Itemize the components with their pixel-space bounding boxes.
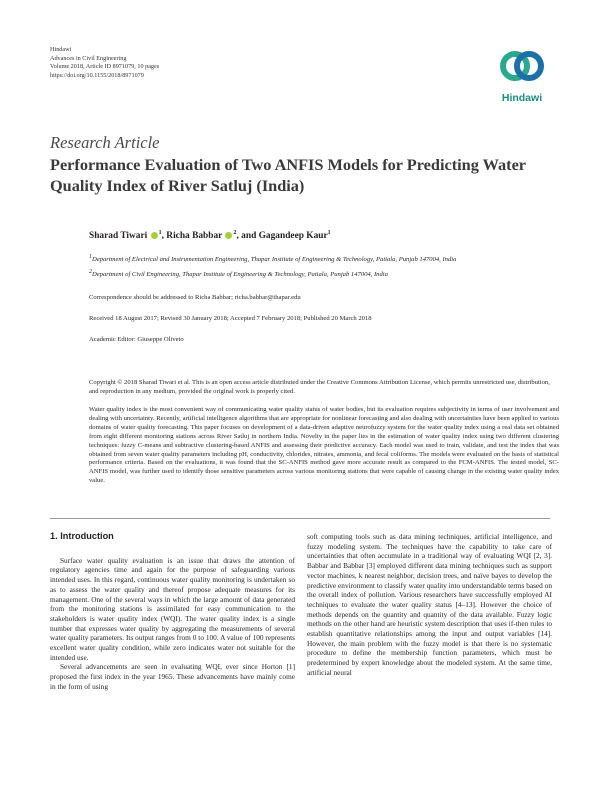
author-name[interactable]: Sharad Tiwari xyxy=(89,231,148,242)
orcid-icon[interactable] xyxy=(151,232,158,239)
author-list xyxy=(89,230,331,241)
correspondence-line: Correspondence should be addressed to Richa Babbar; richa.babbar@thapar.edu xyxy=(89,294,301,301)
body-paragraph: soft computing tools such as data mining techniques, artificial intelligence, and fuzzy modeling system. The techniques have the capability to take care of uncertainties that often accumulate in a traditional way of evaluating WQI [2, 3]. Babbar and Babbar [3] employed different data mining techniques such as support vector machines, k nearest neighbor, decision trees, and naïve bayes to develop the predictive environment to classify water quality into understandable terms based on the overall index of pollution. Various researchers have successfully employed AI techniques to evaluate the water quality status [4–13]. However the choice of methods depends on the quantity and quantity of the data available. Fuzzy logic methods on the other hand are heuristic system description that uses if-then rules to establish quantitative relationships among the input and output variables [14]. However, the main problem with the fuzzy model is that there is no systematic procedure to define the membership function parameters, which must be predetermined by expert knowledge about the modeled system. At the same time, artificial neural xyxy=(307,532,552,677)
author-affiliation-marker: 2 xyxy=(233,230,237,236)
publisher-name: Hindawi xyxy=(50,46,72,53)
affiliation-item xyxy=(89,253,559,265)
section-divider xyxy=(50,518,550,519)
academic-editor: Academic Editor: Giuseppe Oliveto xyxy=(89,336,184,343)
doi-link[interactable]: https://doi.org/10.1155/2018/8971079 xyxy=(50,71,144,79)
affiliation-number: 1 xyxy=(89,254,92,260)
body-paragraph: Several advancements are seen in evaluating WQI, ever since Horton [1] proposed the first index in the year 1965. These advancements have mainly come in the form of using xyxy=(50,662,295,691)
article-title: Performance Evaluation of Two ANFIS Models for Predicting Water Quality Index of River Satluj (India) xyxy=(50,155,526,195)
affiliation-number: 2 xyxy=(89,269,92,276)
author-name[interactable]: Richa Babbar xyxy=(166,231,223,242)
author-affiliation-marker: 1 xyxy=(327,230,331,236)
logo-wordmark: Hindawi xyxy=(501,92,543,104)
section-heading: 1. Introduction xyxy=(50,531,114,541)
article-type: Research Article xyxy=(50,133,160,152)
body-paragraph: Surface water quality evaluation is an issue that draws the attention of regulatory agencies time and again for the purpose of safeguarding various intended uses. In this regard, continuous water quality monitoring is undertaken so as to assess the water quality and thereof propose adequate measures for its management. One of the several ways in which the large amount of data generated from the monitoring stations is assimilated for easy communication to the stakeholders is water quality index (WQI). The water quality index is a single number that expresses water quality by aggregating the measurements of several water quality parameters. Its output ranges from 0 to 100. A value of 100 represents excellent water quality condition, while zero indicates water not suitable for the intended use. xyxy=(50,555,295,662)
author-separator: , and xyxy=(236,231,259,242)
left-column xyxy=(50,532,295,692)
author-separator: , xyxy=(161,231,167,242)
abstract-text: Water quality index is the most convenient way of communicating water quality status of water bodies, but its evaluation requires subjectivity in terms of user involvement and dealing with uncertainty. Recently, artificial intelligence algorithms that are appropriate for nonlinear forecasting and also dealing with uncertainties have been applied to various domains of water quality forecasting. This paper focuses on development of a data-driven adaptive neurofuzzy system for the water quality index using a real data set obtained from eight different monitoring stations across River Satluj in northern India. Novelty in the paper lies in the estimation of water quality index using two different clustering techniques: fuzzy C-means and subtractive clustering-based ANFIS and assessing their predictive accuracy. Each model was used to train, validate, and test the index that was obtained from seven water quality parameters including pH, conductivity, chlorides, nitrates, ammonia, and fecal coliforms. The models were evaluated on the basis of statistical performance criteria. Based on the evaluations, it was found that the SC-ANFIS method gave more accurate result as compared to the FCM-ANFIS. The tested model, SC-ANFIS model, was further used to identify those sensitive parameters across various monitoring stations that were capable of causing change in the existing water quality index value. xyxy=(89,406,559,485)
orcid-icon[interactable] xyxy=(225,232,232,239)
author-name[interactable]: Gagandeep Kaur xyxy=(258,231,328,242)
volume-line: Volume 2018, Article ID 8971079, 10 pages xyxy=(50,63,160,71)
publication-dates: Received 18 August 2017; Revised 30 January 2018; Accepted 7 February 2018; Published 20 March 2018 xyxy=(89,315,372,322)
right-column xyxy=(307,532,552,678)
affiliation-text: Department of Electrical and Instrumentation Engineering, Thapar Institute of Engineering & Technology, Patiala, Punjab 147004, India xyxy=(92,256,457,264)
affiliation-text: Department of Civil Engineering, Thapar Institute of Engineering & Technology, Patiala, Punjab 147004, India xyxy=(92,271,388,279)
journal-header xyxy=(50,46,159,80)
copyright-notice: Copyright © 2018 Sharad Tiwari et al. This is an open access article distributed under the Creative Commons Attribution License, which permits unrestricted use, distribution, and reproduction in any medium, provided the original work is properly cited. xyxy=(89,379,550,395)
affiliation-item xyxy=(89,268,559,280)
affiliations xyxy=(89,253,559,283)
author-affiliation-marker: 1 xyxy=(158,230,162,236)
journal-name: Advances in Civil Engineering xyxy=(50,54,127,62)
